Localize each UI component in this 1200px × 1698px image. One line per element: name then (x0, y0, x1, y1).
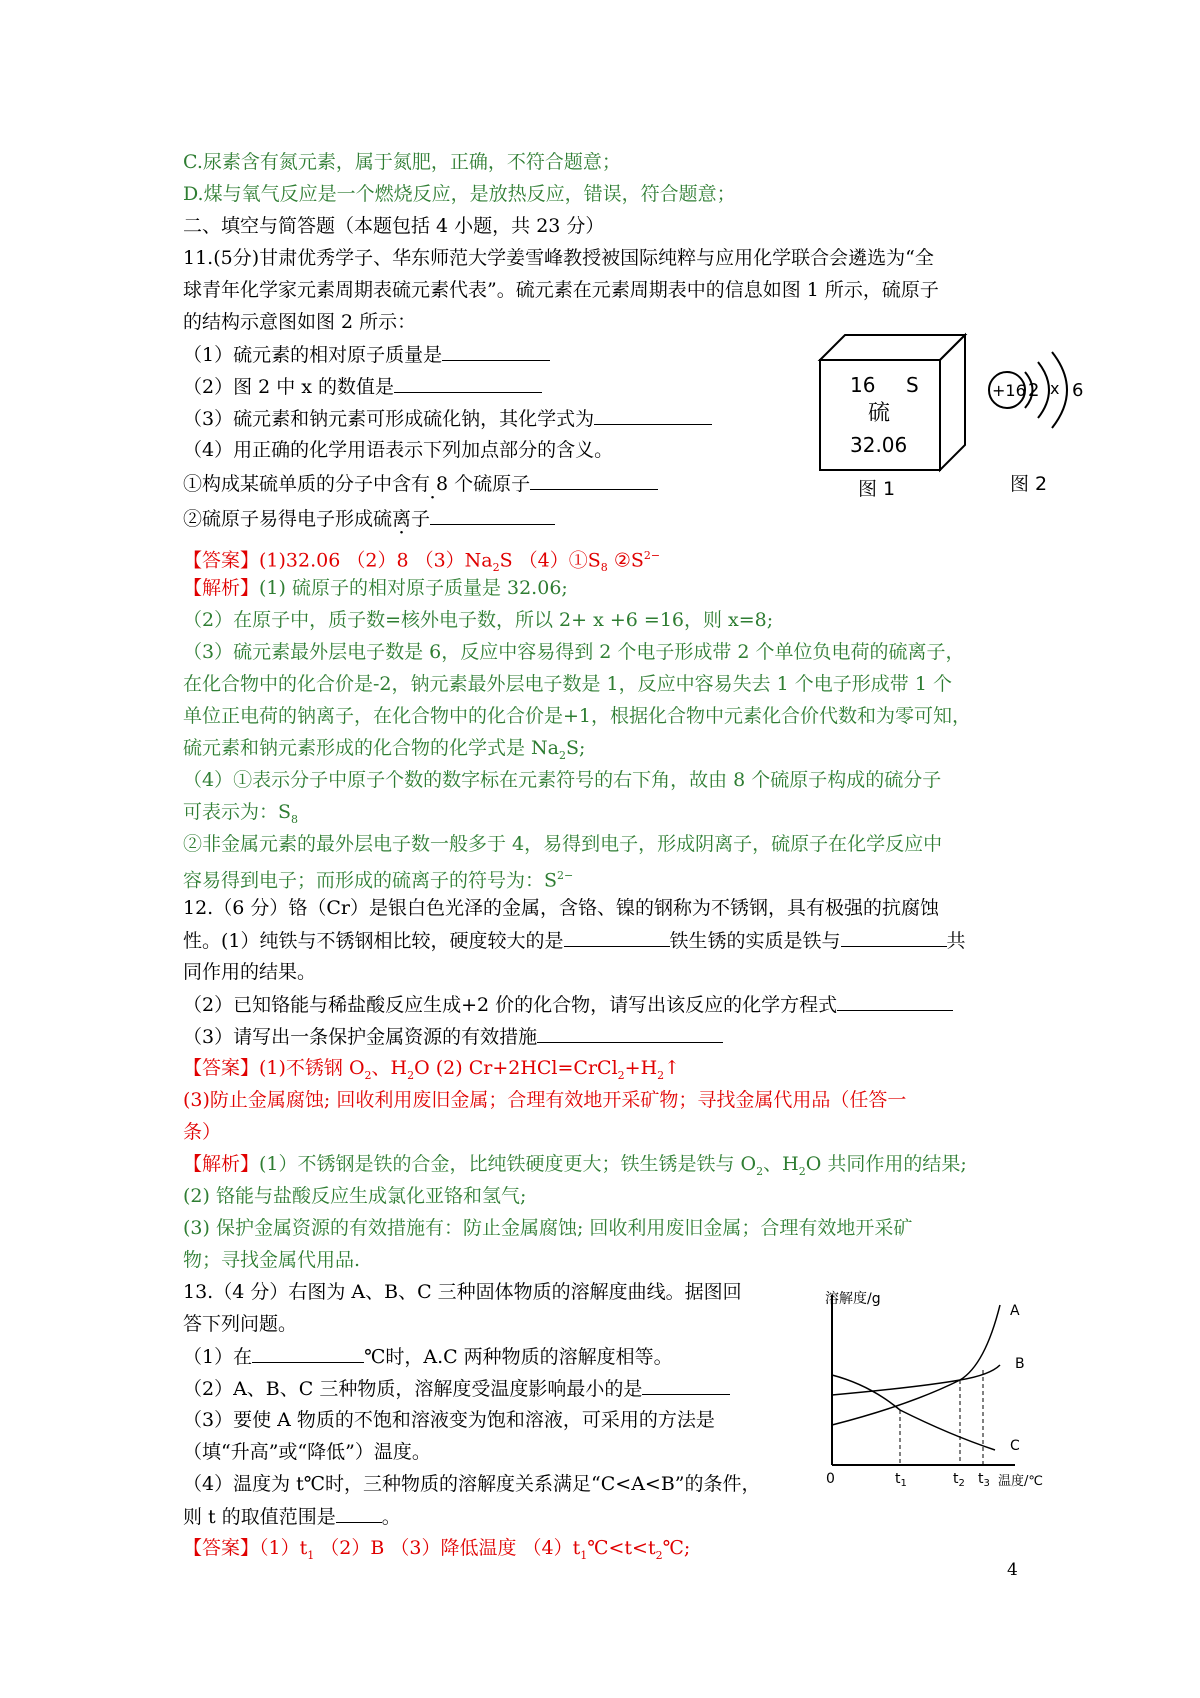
answer-blank[interactable] (442, 342, 550, 361)
subscript: 1 (580, 1548, 588, 1562)
section-2-heading: 二、填空与简答题（本题包括 4 小题，共 23 分） (183, 215, 605, 237)
figure-caption: 图 1 (858, 478, 896, 500)
option-c-text: C.尿素含有氮元素，属于氮肥，正确，不符合题意； (183, 151, 621, 173)
periodic-table-cell-figure (820, 335, 965, 500)
q11-explanation-4d (183, 864, 573, 892)
curve-c-label: C (1010, 1438, 1020, 1454)
q12-explanation-3a: (3) 保护金属资源的有效措施有：防止金属腐蚀; 回收利用废旧金属；合理有效地开采矿 (183, 1217, 913, 1239)
x-axis-label: 温度/℃ (998, 1474, 1043, 1489)
page-number: 4 (1007, 1560, 1018, 1580)
superscript: 2− (557, 869, 574, 882)
q13-part3a: （3）要使 A 物质的不饱和溶液变为饱和溶液，可采用的方法是 (183, 1409, 715, 1431)
curve-a-label: A (1010, 1303, 1020, 1319)
explanation-text: 、H (763, 1153, 799, 1175)
element-symbol: S (906, 373, 919, 397)
q11-part4b-dotted: 硫离子 (373, 508, 431, 530)
q11-explanation-4c: ②非金属元素的最外层电子数一般多于 4，易得到电子，形成阴离子，硫原子在化学反应中 (183, 833, 943, 855)
subscript: 2 (492, 561, 500, 575)
q12-intro-line3: 同作用的结果。 (183, 961, 317, 983)
curve-b (832, 1365, 1000, 1395)
q11-part3 (183, 406, 712, 431)
answer-blank[interactable] (530, 471, 658, 490)
answer-blank[interactable] (841, 928, 947, 947)
subscript: 2 (617, 1068, 625, 1082)
question-text: 则 t 的取值范围是 (183, 1506, 336, 1528)
q13-answer (183, 1536, 690, 1568)
superscript: 2− (643, 549, 661, 562)
q12-explanation-3b: 物；寻找金属代用品. (183, 1249, 361, 1271)
explanation-text: (1) 硫原子的相对原子质量是 32.06; (259, 577, 568, 599)
answer-text: ℃; (662, 1537, 691, 1559)
question-text: 共 (946, 930, 966, 952)
q11-intro-line3: 的结构示意图如图 2 所示： (183, 311, 417, 333)
subscript: 2 (756, 1164, 764, 1178)
answer-text: (1)不锈钢 O (259, 1057, 365, 1079)
answer-blank[interactable] (336, 1504, 382, 1523)
explanation-tag: 【解析】 (183, 577, 260, 599)
explanation-text: O 共同作用的结果; (805, 1153, 967, 1175)
atomic-number: 16 (850, 373, 876, 397)
q13-part2 (183, 1376, 730, 1401)
q12-part3 (183, 1024, 723, 1049)
answer-tag: 【答案】 (183, 549, 260, 572)
answer-text: (1)32.06 （2）8 （3）Na (259, 549, 493, 572)
q12-answer-3b: 条） (183, 1121, 222, 1143)
solubility-curve-figure (800, 1285, 1065, 1495)
q11-part4b (183, 506, 555, 531)
subscript: 2 (798, 1164, 806, 1178)
answer-text: （1）t (259, 1537, 308, 1559)
q12-explanation-1 (183, 1152, 967, 1184)
answer-text: S （4）①S (499, 549, 601, 572)
q12-part2 (183, 992, 953, 1017)
answer-blank[interactable] (837, 992, 953, 1011)
q11-explanation-2: （2）在原子中，质子数=核外电子数，所以 2+ x +6 =16，则 x=8; (183, 609, 774, 631)
answer-tag: 【答案】 (183, 1057, 260, 1079)
origin-label: 0 (826, 1471, 835, 1487)
q11-explanation-4a: （4）①表示分子中原子个数的数字标在元素符号的右下角，故由 8 个硫原子构成的硫分子 (183, 769, 942, 791)
subscript: 2 (364, 1068, 372, 1082)
subscript: 2 (407, 1068, 415, 1082)
answer-blank[interactable] (394, 374, 542, 393)
q11-part4a-text: ①构成某硫单质的 (183, 473, 336, 495)
q11-part3-text: （3）硫元素和钠元素可形成硫化钠，其化学式为 (183, 408, 595, 430)
curve-b-label: B (1015, 1356, 1025, 1372)
q11-part4: （4）用正确的化学用语表示下列加点部分的含义。 (183, 439, 614, 461)
answer-blank[interactable] (594, 406, 712, 425)
explanation-text: 容易得到电子；而形成的硫离子的符号为：S (183, 869, 558, 892)
answer-text: +H (624, 1057, 658, 1079)
answer-text: ℃<t<t (587, 1537, 656, 1559)
answer-text: ②S (607, 549, 644, 572)
explanation-text: S; (566, 737, 586, 759)
atomic-structure-figure (989, 352, 1083, 495)
answer-text: 、H (371, 1057, 408, 1079)
q11-explanation-3b: 在化合物中的化合价是-2，钠元素最外层电子数是 1，反应中容易失去 1 个电子形成带 1 个 (183, 673, 952, 695)
q13-intro-line1: 13.（4 分）右图为 A、B、C 三种固体物质的溶解度曲线。据图回 (183, 1281, 742, 1303)
answer-blank[interactable] (642, 1376, 730, 1395)
q11-part1 (183, 342, 550, 367)
answer-text: O (2) Cr+2HCl=CrCl (414, 1057, 618, 1079)
q12-explanation-2: (2) 铬能与盐酸反应生成氯化亚铬和氢气; (183, 1185, 527, 1207)
q11-explanation-3d (183, 736, 585, 768)
explanation-text: 可表示为：S (183, 801, 292, 823)
q11-explanation-3c: 单位正电荷的钠离子，在化合物中的化合价是+1，根据化合物中元素化合价代数和为零可知， (183, 705, 972, 727)
y-axis-label: 溶解度/g (825, 1291, 881, 1307)
question-text: （3）请写出一条保护金属资源的有效措施 (183, 1026, 538, 1048)
shell-2-electrons: x (1050, 379, 1060, 398)
q11-part2-text: （2）图 2 中 x 的数值是 (183, 376, 395, 398)
subscript: 8 (291, 812, 299, 826)
q11-answer (183, 544, 660, 580)
subscript: 8 (600, 561, 608, 575)
q13-part3b: （填“升高”或“降低”）温度。 (183, 1441, 431, 1463)
q13-part4a: （4）温度为 t℃时，三种物质的溶解度关系满足“C<A<B”的条件， (183, 1473, 761, 1495)
q12-intro-line2 (183, 928, 966, 953)
explanation-text: (1）不锈钢是铁的合金，比纯铁硬度更大；铁生锈是铁与 O (259, 1153, 757, 1175)
nucleus-charge: +16 (992, 381, 1026, 400)
t1-label: $t_1$ (895, 1471, 907, 1489)
curve-a (832, 1305, 1000, 1425)
question-text: （2）A、B、C 三种物质，溶解度受温度影响最小的是 (183, 1378, 643, 1400)
answer-text: （2）B （3）降低温度 （4）t (314, 1537, 581, 1559)
q12-answer-3a: (3)防止金属腐蚀; 回收利用废旧金属；合理有效地开采矿物；寻找金属代用品（任答一 (183, 1089, 907, 1111)
t2-label: $t_2$ (953, 1471, 965, 1489)
explanation-text: 硫元素和钠元素形成的化合物的化学式是 Na (183, 737, 559, 759)
explanation-tag: 【解析】 (183, 1153, 260, 1175)
q11-part4a-dotted: 分子中含有 8 个硫原子 · (335, 473, 530, 495)
question-text: （2）已知铬能与稀盐酸反应生成+2 价的化合物，请写出该反应的化学方程式 (183, 994, 838, 1016)
atomic-mass: 32.06 (850, 433, 908, 457)
q11-part2 (183, 374, 542, 399)
question-text: 铁生锈的实质是铁与 (669, 930, 841, 952)
q11-explanation-3a: （3）硫元素最外层电子数是 6，反应中容易得到 2 个电子形成带 2 个单位负电荷的硫离子， (183, 641, 965, 663)
answer-blank[interactable] (252, 1344, 364, 1363)
answer-text: ↑ (664, 1057, 681, 1079)
figure-caption: 图 2 (1010, 473, 1048, 495)
q11-explanation-4b (183, 800, 298, 832)
answer-blank[interactable] (430, 506, 555, 525)
q11-intro-line2: 球青年化学家元素周期表硫元素代表”。硫元素在元素周期表中的信息如图 1 所示，硫原子 (183, 279, 939, 301)
q11-part1-text: （1）硫元素的相对原子质量是 (183, 344, 443, 366)
q12-intro-line1: 12.（6 分）铬（Cr）是银白色光泽的金属，含铬、镍的钢称为不锈钢，具有极强的抗腐蚀 (183, 897, 939, 919)
element-name: 硫 (868, 401, 891, 426)
sulfur-figures (810, 320, 1110, 500)
subscript: 2 (655, 1548, 663, 1562)
q13-part1 (183, 1344, 673, 1369)
subscript: 2 (559, 748, 566, 762)
answer-tag: 【答案】 (183, 1537, 260, 1559)
subscript: 2 (657, 1068, 665, 1082)
shell-3-electrons: 6 (1072, 380, 1084, 401)
subscript: 1 (307, 1548, 315, 1562)
q13-part4b (183, 1504, 401, 1529)
q13-intro-line2: 答下列问题。 (183, 1313, 298, 1335)
answer-blank[interactable] (537, 1024, 723, 1043)
answer-blank[interactable] (564, 928, 670, 947)
q11-explanation-1 (183, 576, 568, 600)
t3-label: $t_3$ (978, 1471, 990, 1489)
question-text: ℃时，A.C 两种物质的溶解度相等。 (364, 1346, 673, 1368)
question-text: （1）在 (183, 1346, 253, 1368)
q12-answer-1 (183, 1056, 680, 1088)
shell-1-electrons: 2 (1028, 380, 1040, 401)
question-text: 性。(1）纯铁与不锈钢相比较，硬度较大的是 (183, 930, 564, 952)
option-d-text: D.煤与氧气反应是一个燃烧反应，是放热反应，错误，符合题意； (183, 183, 736, 205)
q11-intro-line1: 11.(5分)甘肃优秀学子、华东师范大学姜雪峰教授被国际纯粹与应用化学联合会遴选为“全 (183, 247, 934, 269)
q11-part4a (183, 471, 658, 496)
q11-part4b-text: ②硫原子易得电子形成 (183, 508, 374, 530)
question-text: 。 (381, 1506, 401, 1528)
